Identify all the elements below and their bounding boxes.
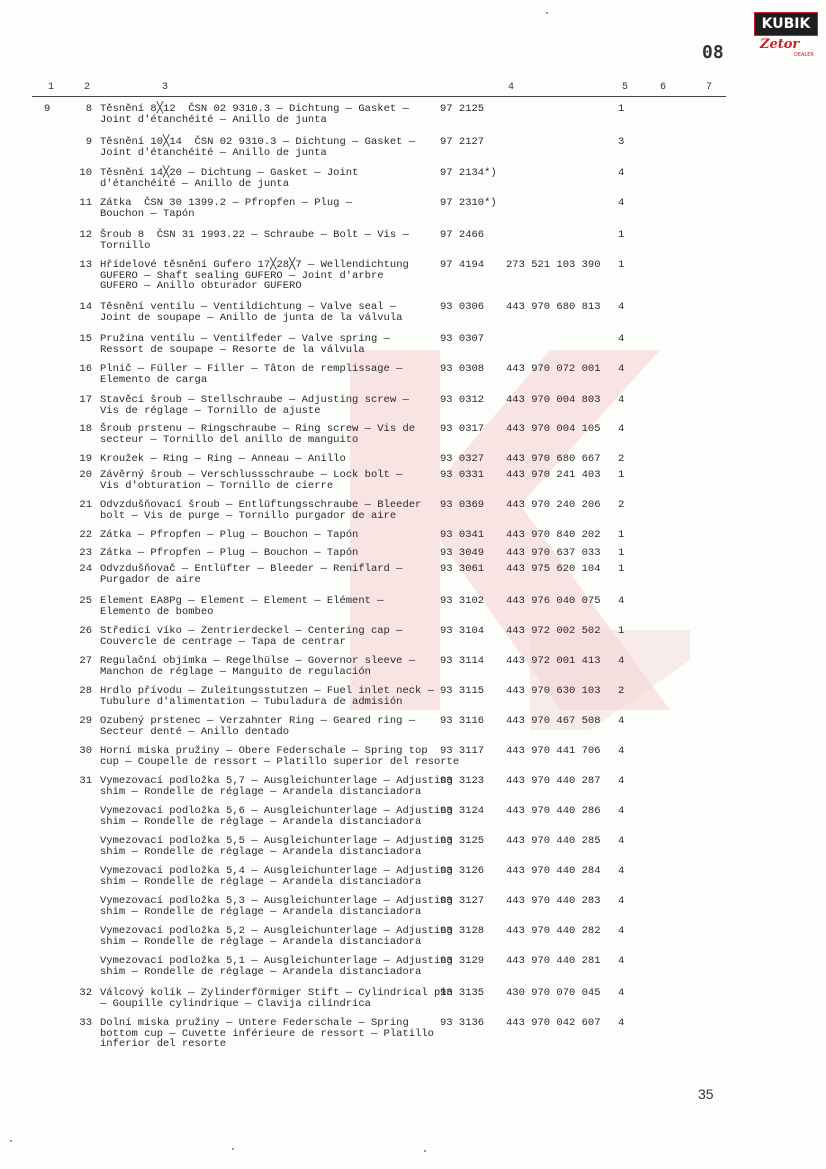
position-cell: 29 xyxy=(79,715,92,727)
description-cell xyxy=(100,260,435,292)
catalog-number-cell: 443 972 002 502 xyxy=(506,625,601,637)
position-cell: 16 xyxy=(79,363,92,375)
description-cell xyxy=(100,805,453,828)
catalog-number-cell: 443 970 440 283 xyxy=(506,895,601,907)
part-number-cell: 93 3126 xyxy=(440,865,485,877)
part-number-cell: 93 0306 xyxy=(440,301,485,313)
description-line: Purgador de aire xyxy=(100,573,201,586)
catalog-number-cell: 443 970 637 033 xyxy=(506,547,601,559)
quantity-cell: 4 xyxy=(618,423,625,435)
description-line: shim — Rondelle de réglage — Arandela distanciadora xyxy=(100,785,422,798)
quantity-cell: 4 xyxy=(618,745,625,757)
catalog-number-cell: 443 970 072 001 xyxy=(506,363,601,375)
catalog-number-cell: 443 970 467 508 xyxy=(506,715,601,727)
description-line: Joint d'étanchéité — Anillo de junta xyxy=(100,113,327,126)
catalog-number-cell: 430 970 070 045 xyxy=(506,987,601,999)
description-line: Joint de soupape — Anillo de junta de la válvula xyxy=(100,311,403,324)
quantity-cell: 4 xyxy=(618,197,625,209)
description-line: Vymezovací podložka 5,1 — Ausgleichunterlage — Adjusting xyxy=(100,955,453,967)
description-line: Kroužek — Ring — Ring — Anneau — Anillo xyxy=(100,453,346,465)
catalog-number-cell: 443 970 440 286 xyxy=(506,805,601,817)
position-cell: 30 xyxy=(79,745,92,757)
description-line: shim — Rondelle de réglage — Arandela distanciadora xyxy=(100,905,422,918)
quantity-cell: 4 xyxy=(618,987,625,999)
description-line: Šroub prstenu — Ringschraube — Ring screw — Vis de xyxy=(100,423,416,435)
quantity-cell: 1 xyxy=(618,563,625,575)
header-rule xyxy=(32,96,726,97)
quantity-cell: 4 xyxy=(618,925,625,937)
description-cell xyxy=(100,987,453,1010)
catalog-number-cell: 443 970 840 202 xyxy=(506,529,601,541)
description-line: Plnič — Füller — Filler — Tâton de remplissage — xyxy=(100,363,403,375)
description-line: Stavěcí šroub — Stellschraube — Adjusting screw — xyxy=(100,394,409,406)
description-cell xyxy=(100,424,435,445)
description-cell xyxy=(100,745,460,768)
catalog-number-cell: 443 970 440 284 xyxy=(506,865,601,877)
description-cell xyxy=(100,104,435,125)
catalog-number-cell: 443 970 440 285 xyxy=(506,835,601,847)
section-code: 08 xyxy=(702,42,724,63)
quantity-cell: 1 xyxy=(618,547,625,559)
column-header-4: 4 xyxy=(508,82,515,93)
description-line: Elemento de carga xyxy=(100,373,208,386)
quantity-cell: 4 xyxy=(618,363,625,375)
part-number-cell: 93 0369 xyxy=(440,499,485,511)
part-number-cell: 93 3049 xyxy=(440,547,485,559)
description-cell xyxy=(100,230,435,251)
description-cell xyxy=(100,454,435,465)
description-cell xyxy=(100,865,453,888)
quantity-cell: 4 xyxy=(618,805,625,817)
catalog-number-cell: 443 970 004 105 xyxy=(506,423,601,435)
logo-sub: Zetor xyxy=(760,37,800,52)
description-line: — Goupille cylindrique — Clavija cilíndrica xyxy=(100,997,371,1010)
description-line: Vymezovací podložka 5,7 — Ausgleichunterlage — Adjusting xyxy=(100,775,453,787)
description-line: Vymezovací podložka 5,5 — Ausgleichunterlage — Adjusting xyxy=(100,835,453,847)
part-number-cell: 97 2127 xyxy=(440,136,485,148)
description-cell xyxy=(100,364,435,385)
position-cell: 25 xyxy=(79,595,92,607)
catalog-number-cell: 443 972 001 413 xyxy=(506,655,601,667)
description-cell xyxy=(100,530,435,541)
position-cell: 15 xyxy=(79,333,92,345)
position-cell: 21 xyxy=(79,499,92,511)
description-line: Vymezovací podložka 5,3 — Ausgleichunterlage — Adjusting xyxy=(100,895,453,907)
description-line: shim — Rondelle de réglage — Arandela distanciadora xyxy=(100,935,422,948)
description-line: Horní miska pružiny — Obere Federschale — Spring top xyxy=(100,745,428,757)
quantity-cell: 4 xyxy=(618,775,625,787)
position-cell: 31 xyxy=(79,775,92,787)
position-cell: 13 xyxy=(79,259,92,271)
description-line: Element EA8Pg — Element — Element — Elément — xyxy=(100,595,384,607)
part-number-cell: 93 0307 xyxy=(440,333,485,345)
description-cell xyxy=(100,835,453,858)
part-number-cell: 93 0312 xyxy=(440,394,485,406)
description-cell xyxy=(100,626,435,647)
description-line: Couvercle de centrage — Tapa de centrar xyxy=(100,635,346,648)
catalog-number-cell: 443 970 241 403 xyxy=(506,469,601,481)
position-cell: 12 xyxy=(79,229,92,241)
description-cell xyxy=(100,564,435,585)
catalog-number-cell: 443 970 042 607 xyxy=(506,1017,601,1029)
column-header-7: 7 xyxy=(706,82,713,93)
position-cell: 19 xyxy=(79,453,92,465)
description-line: Těsnění 10╳14 ČSN 02 9310.3 — Dichtung — Gasket — xyxy=(100,136,416,148)
description-line: GUFERO — Anillo obturador GUFERO xyxy=(100,280,302,292)
description-cell xyxy=(100,137,435,158)
position-cell: 11 xyxy=(79,197,92,209)
scan-speck xyxy=(10,1140,12,1142)
description-cell xyxy=(100,334,435,355)
description-line: Manchon de réglage — Manguito de regulación xyxy=(100,665,371,678)
description-line: shim — Rondelle de réglage — Arandela distanciadora xyxy=(100,875,422,888)
description-line: Vymezovací podložka 5,4 — Ausgleichunterlage — Adjusting xyxy=(100,865,453,877)
part-number-cell: 93 3104 xyxy=(440,625,485,637)
position-cell: 14 xyxy=(79,301,92,313)
description-line: Šroub 8 ČSN 31 1993.22 — Schraube — Bolt — Vis — xyxy=(100,229,409,241)
description-cell xyxy=(100,168,435,189)
description-line: Zátka — Pfropfen — Plug — Bouchon — Tapón xyxy=(100,547,359,559)
description-line: Tornillo xyxy=(100,239,151,252)
part-number-cell: 93 3129 xyxy=(440,955,485,967)
column-header-1: 1 xyxy=(48,82,55,93)
description-line: Secteur denté — Anillo dentado xyxy=(100,725,290,738)
description-line: Vis de réglage — Tornillo de ajuste xyxy=(100,404,321,417)
description-line: shim — Rondelle de réglage — Arandela distanciadora xyxy=(100,965,422,978)
description-cell xyxy=(100,686,435,707)
description-cell xyxy=(100,895,453,918)
description-line: Těsnění 14╳20 — Dichtung — Gasket — Joint xyxy=(100,167,359,179)
position-cell: 17 xyxy=(79,394,92,406)
description-line: Těsnění ventilu — Ventildichtung — Valve seal — xyxy=(100,301,397,313)
part-number-cell: 97 2125 xyxy=(440,103,485,115)
description-line: inferior del resorte xyxy=(100,1038,227,1050)
description-cell xyxy=(100,656,435,677)
position-cell: 8 xyxy=(85,103,92,115)
description-cell xyxy=(100,395,435,416)
part-number-cell: 93 3061 xyxy=(440,563,485,575)
logo-dealer: DEALER xyxy=(794,52,814,58)
catalog-number-cell: 273 521 103 390 xyxy=(506,259,601,271)
catalog-number-cell: 443 970 680 667 xyxy=(506,453,601,465)
column-header-3: 3 xyxy=(162,82,169,93)
quantity-cell: 1 xyxy=(618,229,625,241)
description-line: Tubulure d'alimentation — Tubuladura de admisión xyxy=(100,695,403,708)
description-line: shim — Rondelle de réglage — Arandela distanciadora xyxy=(100,845,422,858)
quantity-cell: 4 xyxy=(618,895,625,907)
quantity-cell: 1 xyxy=(618,625,625,637)
part-number-cell: 97 2134*) xyxy=(440,167,497,179)
description-line: Bouchon — Tapón xyxy=(100,207,195,220)
part-number-cell: 93 0317 xyxy=(440,423,485,435)
catalog-number-cell: 443 970 240 206 xyxy=(506,499,601,511)
description-cell xyxy=(100,716,435,737)
description-line: Joint d'étanchéité — Anillo de junta xyxy=(100,146,327,159)
catalog-number-cell: 443 975 620 104 xyxy=(506,563,601,575)
description-cell xyxy=(100,198,435,219)
quantity-cell: 2 xyxy=(618,685,625,697)
description-line: Závěrný šroub — Verschlussschraube — Lock bolt — xyxy=(100,469,403,481)
catalog-number-cell: 443 970 440 282 xyxy=(506,925,601,937)
description-line: Hřídelové těsnění Gufero 17╳28╳7 — Wellendichtung xyxy=(100,259,409,271)
quantity-cell: 4 xyxy=(618,715,625,727)
part-number-cell: 93 3135 xyxy=(440,987,485,999)
quantity-cell: 4 xyxy=(618,655,625,667)
group-cell: 9 xyxy=(44,103,51,115)
description-line: bolt — Vis de purge — Tornillo purgador de aire xyxy=(100,509,397,522)
quantity-cell: 1 xyxy=(618,529,625,541)
description-cell xyxy=(100,775,453,798)
position-cell: 24 xyxy=(79,563,92,575)
page-number: 35 xyxy=(698,1086,714,1102)
position-cell: 20 xyxy=(79,469,92,481)
part-number-cell: 93 3123 xyxy=(440,775,485,787)
description-line: d'étanchéité — Anillo de junta xyxy=(100,177,290,190)
column-header-2: 2 xyxy=(84,82,91,93)
part-number-cell: 93 0327 xyxy=(440,453,485,465)
description-line: Středicí víko — Zentrierdeckel — Centering cap — xyxy=(100,625,403,637)
description-line: cup — Coupelle de ressort — Platillo superior del resorte xyxy=(100,755,460,768)
catalog-number-cell: 443 970 440 287 xyxy=(506,775,601,787)
part-number-cell: 93 3128 xyxy=(440,925,485,937)
description-line: shim — Rondelle de réglage — Arandela distanciadora xyxy=(100,815,422,828)
description-line: bottom cup — Cuvette inférieure de ressort — Platillo xyxy=(100,1027,434,1040)
part-number-cell: 97 4194 xyxy=(440,259,485,271)
description-cell xyxy=(100,925,453,948)
logo-brand: KUBIK xyxy=(754,12,818,36)
position-cell: 32 xyxy=(79,987,92,999)
description-line: Elemento de bombeo xyxy=(100,605,214,618)
catalog-number-cell: 443 970 440 281 xyxy=(506,955,601,967)
description-cell xyxy=(100,470,435,491)
description-line: Zátka ČSN 30 1399.2 — Pfropfen — Plug — xyxy=(100,197,353,209)
quantity-cell: 2 xyxy=(618,499,625,511)
description-line: Těsnění 8╳12 ČSN 02 9310.3 — Dichtung — Gasket — xyxy=(100,103,409,115)
quantity-cell: 4 xyxy=(618,595,625,607)
scan-speck xyxy=(546,12,548,14)
description-line: Válcový kolík — Zylinderförmiger Stift — Cylindrical pin xyxy=(100,987,453,999)
catalog-number-cell: 443 970 630 103 xyxy=(506,685,601,697)
description-cell xyxy=(100,500,435,521)
kubik-zetor-logo xyxy=(754,12,820,70)
part-number-cell: 93 3136 xyxy=(440,1017,485,1029)
position-cell: 33 xyxy=(79,1017,92,1029)
position-cell: 28 xyxy=(79,685,92,697)
part-number-cell: 93 0341 xyxy=(440,529,485,541)
description-line: Odvzdušňovač — Entlüfter — Bleeder — Reniflard — xyxy=(100,563,403,575)
position-cell: 26 xyxy=(79,625,92,637)
position-cell: 22 xyxy=(79,529,92,541)
quantity-cell: 4 xyxy=(618,835,625,847)
description-line: Ressort de soupape — Resorte de la válvula xyxy=(100,343,365,356)
part-number-cell: 93 3116 xyxy=(440,715,485,727)
scan-speck xyxy=(232,1148,234,1150)
quantity-cell: 4 xyxy=(618,955,625,967)
description-line: Odvzdušňovací šroub — Entlüftungsschraube — Bleeder xyxy=(100,499,422,511)
quantity-cell: 4 xyxy=(618,167,625,179)
part-number-cell: 93 3115 xyxy=(440,685,485,697)
quantity-cell: 4 xyxy=(618,1017,625,1029)
description-line: GUFERO — Shaft sealing GUFERO — Joint d'arbre xyxy=(100,269,384,282)
description-line: Vymezovací podložka 5,6 — Ausgleichunterlage — Adjusting xyxy=(100,805,453,817)
description-line: Ozubený prstenec — Verzahnter Ring — Geared ring — xyxy=(100,715,416,727)
description-cell xyxy=(100,1018,435,1050)
description-cell xyxy=(100,596,435,617)
description-cell xyxy=(100,548,435,559)
quantity-cell: 4 xyxy=(618,333,625,345)
part-number-cell: 97 2310*) xyxy=(440,197,497,209)
quantity-cell: 2 xyxy=(618,453,625,465)
position-cell: 10 xyxy=(79,167,92,179)
catalog-number-cell: 443 976 040 075 xyxy=(506,595,601,607)
part-number-cell: 93 3125 xyxy=(440,835,485,847)
description-line: Dolní miska pružiny — Untere Federschale — Spring xyxy=(100,1017,409,1029)
part-number-cell: 93 3102 xyxy=(440,595,485,607)
description-cell xyxy=(100,302,435,323)
quantity-cell: 1 xyxy=(618,103,625,115)
scan-speck xyxy=(424,1150,426,1152)
part-number-cell: 93 3127 xyxy=(440,895,485,907)
quantity-cell: 1 xyxy=(618,469,625,481)
position-cell: 23 xyxy=(79,547,92,559)
catalog-number-cell: 443 970 004 803 xyxy=(506,394,601,406)
quantity-cell: 4 xyxy=(618,865,625,877)
description-line: Vis d'obturation — Tornillo de cierre xyxy=(100,479,334,492)
description-line: Regulační objímka — Regelhülse — Governor sleeve — xyxy=(100,655,416,667)
quantity-cell: 4 xyxy=(618,394,625,406)
description-cell xyxy=(100,955,453,978)
part-number-cell: 93 3117 xyxy=(440,745,485,757)
position-cell: 9 xyxy=(85,136,92,148)
description-line: Zátka — Pfropfen — Plug — Bouchon — Tapón xyxy=(100,529,359,541)
description-line: Hrdlo přívodu — Zuleitungsstutzen — Fuel inlet neck — xyxy=(100,685,434,697)
quantity-cell: 3 xyxy=(618,136,625,148)
column-header-6: 6 xyxy=(660,82,667,93)
description-line: Vymezovací podložka 5,2 — Ausgleichunterlage — Adjusting xyxy=(100,925,453,937)
part-number-cell: 93 0331 xyxy=(440,469,485,481)
position-cell: 27 xyxy=(79,655,92,667)
quantity-cell: 4 xyxy=(618,301,625,313)
quantity-cell: 1 xyxy=(618,259,625,271)
part-number-cell: 97 2466 xyxy=(440,229,485,241)
catalog-number-cell: 443 970 441 706 xyxy=(506,745,601,757)
part-number-cell: 93 3124 xyxy=(440,805,485,817)
description-line: Pružina ventilu — Ventilfeder — Valve spring — xyxy=(100,333,390,345)
part-number-cell: 93 0308 xyxy=(440,363,485,375)
part-number-cell: 93 3114 xyxy=(440,655,485,667)
position-cell: 18 xyxy=(79,423,92,435)
description-line: secteur — Tornillo del anillo de manguito xyxy=(100,433,359,446)
column-header-5: 5 xyxy=(622,82,629,93)
catalog-number-cell: 443 970 680 813 xyxy=(506,301,601,313)
